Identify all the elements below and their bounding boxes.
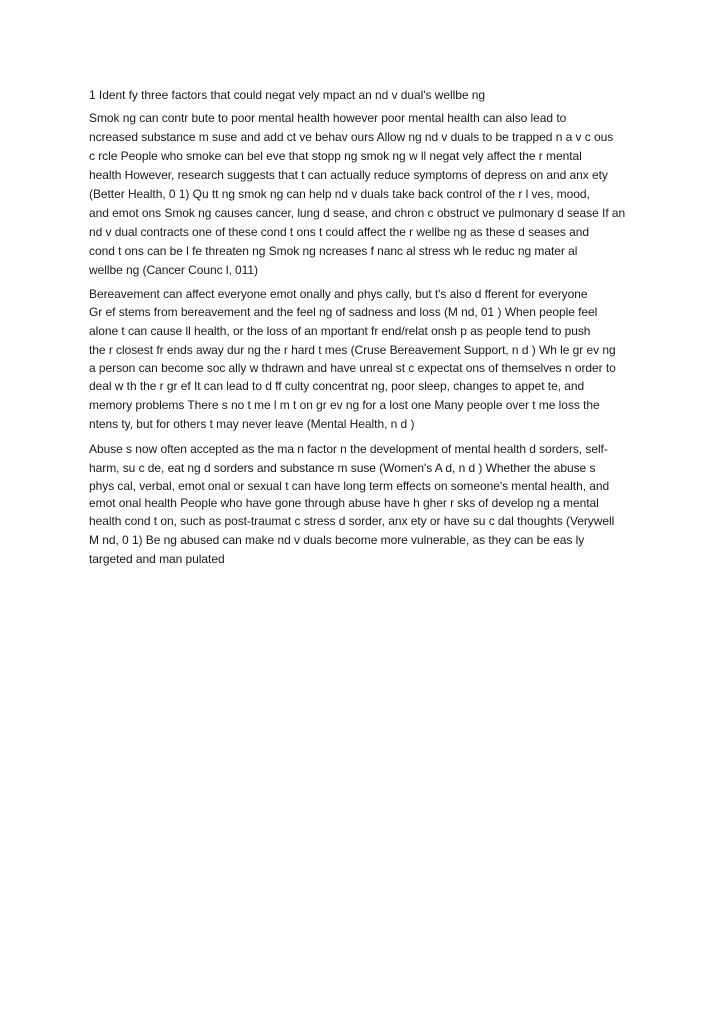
text-line: (Better Health, 0 1) Qu tt ng smok ng can help nd v duals take back control of the r l ves, mood, bbox=[89, 187, 590, 201]
paragraph-smoking bbox=[89, 109, 637, 280]
text-line: wellbe ng (Cancer Counc l, 011) bbox=[89, 263, 258, 277]
paragraph-abuse bbox=[89, 440, 637, 569]
text-line: cond t ons can be l fe threaten ng Smok ng ncreases f nanc al stress wh le reduc ng mater al bbox=[89, 244, 578, 258]
text-line: emot onal health People who have gone through abuse have h gher r sks of develop ng a mental bbox=[89, 496, 599, 510]
text-line: harm, su c de, eat ng d sorders and substance m suse (Women's A d, n d ) Whether the abuse s bbox=[89, 461, 596, 475]
text-line: Smok ng can contr bute to poor mental health however poor mental health can also lead to bbox=[89, 111, 567, 125]
text-line: M nd, 0 1) Be ng abused can make nd v duals become more vulnerable, as they can be eas ly bbox=[89, 533, 585, 547]
text-line: alone t can cause ll health, or the loss of an mportant fr end/relat onsh p as people tend to push bbox=[89, 324, 591, 338]
text-line: the r closest fr ends away dur ng the r hard t mes (Cruse Bereavement Support, n d ) Wh le gr ev ng bbox=[89, 343, 616, 357]
text-line: ntens ty, but for others t may never leave (Mental Health, n d ) bbox=[89, 417, 415, 431]
text-line: health However, research suggests that t can actually reduce symptoms of depress on and anx ety bbox=[89, 168, 608, 182]
text-line: Gr ef stems from bereavement and the feel ng of sadness and loss (M nd, 01 ) When people feel bbox=[89, 305, 598, 319]
text-line: a person can become soc ally w thdrawn and have unreal st c expectat ons of themselves n order to bbox=[89, 361, 616, 375]
paragraph-bereavement bbox=[89, 286, 637, 434]
text-line: ncreased substance m suse and add ct ve behav ours Allow ng nd v duals to be trapped n a v c ous bbox=[89, 130, 614, 144]
text-line: targeted and man pulated bbox=[89, 552, 225, 566]
text-line: memory problems There s no t me l m t on gr ev ng for a lost one Many people over t me loss the bbox=[89, 398, 600, 412]
text-line: nd v dual contracts one of these cond t ons t could affect the r wellbe ng as these d seases and bbox=[89, 225, 589, 239]
text-line: and emot ons Smok ng causes cancer, lung d sease, and chron c obstruct ve pulmonary d sease If an bbox=[89, 206, 626, 220]
text-line: Abuse s now often accepted as the ma n factor n the development of mental health d sorders, self- bbox=[89, 442, 608, 456]
text-line: phys cal, verbal, emot onal or sexual t can have long term effects on someone's mental health, and bbox=[89, 479, 610, 493]
question-heading: 1 Ident fy three factors that could negat vely mpact an nd v dual's wellbe ng bbox=[89, 88, 486, 102]
document-body bbox=[89, 86, 637, 575]
text-line: c rcle People who smoke can bel eve that stopp ng smok ng w ll negat vely affect the r mental bbox=[89, 149, 582, 163]
text-line: Bereavement can affect everyone emot onally and phys cally, but t's also d fferent for everyone bbox=[89, 287, 588, 301]
text-line: deal w th the r gr ef It can lead to d ff culty concentrat ng, poor sleep, changes to appet te, and bbox=[89, 379, 585, 393]
text-line: health cond t on, such as post-traumat c stress d sorder, anx ety or have su c dal thoughts (Verywell bbox=[89, 514, 615, 528]
